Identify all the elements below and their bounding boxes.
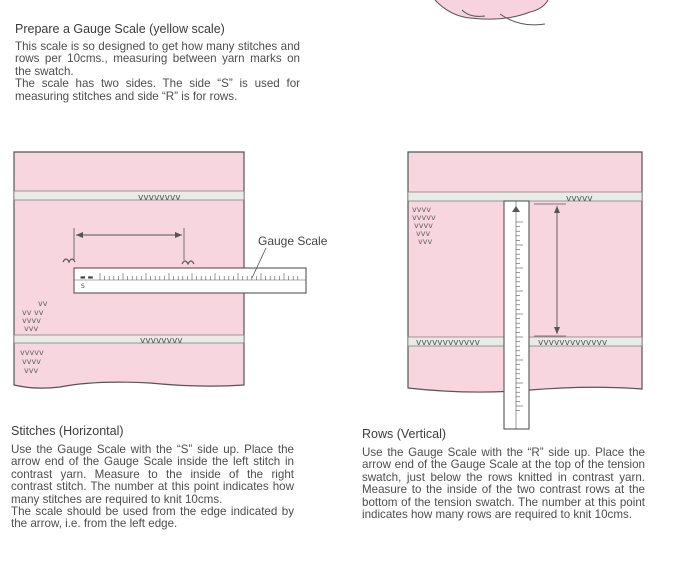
stitches-section-body [11,444,294,531]
svg-text:vvvvvvvvvvvv: vvvvvvvvvvvv [416,338,480,348]
svg-text:vvv: vvv [24,324,39,333]
svg-text:vvvv: vvvv [412,205,431,214]
scale-side-letter: S [81,283,85,290]
rows-section-body [362,447,645,521]
svg-text:vvvvv: vvvvv [566,194,593,204]
gauge-paragraph-1: This scale is so designed to get how many stitches and rows per 10cms., measuring between yarn marks on the swatch. [15,40,300,78]
svg-text:vvvv: vvvv [22,357,41,366]
svg-text:vvvvvvvv: vvvvvvvv [140,336,183,346]
rows-paragraph-1: Use the Gauge Scale with the “R” side up. Place the arrow end of the Gauge Scale at the top of the tension swatch, just below the rows knitted in contrast yarn. Measure to the inside of the two contrast rows at the bottom of the tension swatch. The number at this point indicates how many rows are required to knit 10cms. [362,446,645,522]
svg-text:vvv: vvv [24,366,39,375]
contrast-row-top [14,191,244,200]
svg-text:vvvvv: vvvvv [20,348,44,357]
svg-text:vv vv: vv vv [22,308,44,317]
svg-text:vvvvv: vvvvv [412,213,436,222]
gauge-scale-label: Gauge Scale [258,234,328,248]
gauge-scale-horizontal [74,268,306,293]
stitches-paragraph-1: Use the Gauge Scale with the “S” side up. Place the arrow end of the Gauge Scale inside the left stitch in contrast yarn. Measure to the inside of the right contrast stitch. The number at this point indicates how many stitches are required to knit 10cms. [11,443,294,506]
gauge-section-title: Prepare a Gauge Scale (yellow scale) [15,22,225,36]
gauge-scale-vertical [504,201,529,429]
contrast-row-top [408,192,642,201]
svg-text:▬ ▬: ▬ ▬ [80,274,94,281]
svg-text:vvv: vvv [418,237,433,246]
svg-text:vv: vv [38,299,48,308]
gauge-section-body [15,41,300,103]
stitches-section-title: Stitches (Horizontal) [11,424,124,438]
svg-text:vvvv: vvvv [22,316,41,325]
svg-text:vvvvvvvv: vvvvvvvv [138,193,181,203]
stitches-paragraph-2: The scale should be used from the edge indicated by the arrow, i.e. from the left edge. [11,505,294,531]
contrast-row-bottom [14,335,244,343]
svg-text:vvvv: vvvv [414,221,433,230]
svg-text:vvvvvvvvvvvvv: vvvvvvvvvvvvv [538,338,608,348]
rows-section-title: Rows (Vertical) [362,427,447,441]
hand-illustration [435,0,548,25]
svg-text:vvv: vvv [416,229,431,238]
gauge-paragraph-2: The scale has two sides. The side “S” is used for measuring stitches and side “R” is for rows. [15,77,300,103]
